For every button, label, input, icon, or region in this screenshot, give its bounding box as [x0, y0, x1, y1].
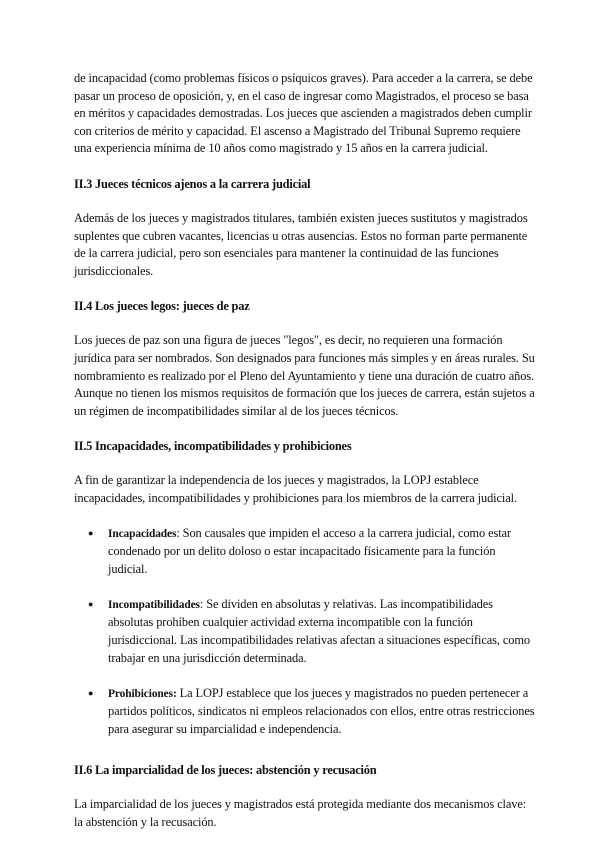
bullet-term: Prohibiciones: — [108, 687, 177, 700]
intro-paragraph: de incapacidad (como problemas físicos o psíquicos graves). Para acceder a la carrera, se debe pasar un proceso de oposición, y, en el caso de ingresar como Magistrados, el proceso se basa en méritos y capacidades demostradas. Los jueces que ascienden a magistrados deben cumplir con criterios de mérito y capacidad. El ascenso a Magistrado del Tribunal Supremo requiere una experiencia mínima de 10 años como magistrado y 15 años en la carrera judicial. — [74, 71, 533, 156]
section-paragraph-ii5: A fin de garantizar la independencia de los jueces y magistrados, la LOPJ establece incapacidades, incompatibilidades y prohibiciones para los miembros de la carrera judicial. — [74, 473, 517, 505]
bullet-separator: : — [199, 596, 204, 611]
bullet-text: La LOPJ establece que los jueces y magistrados no pueden pertenecer a partidos políticos, sindicatos ni empleos relacionados con ellos, entre otras restricciones para asegurar su imparcialidad e independencia. — [108, 685, 535, 736]
bullet-term: Incompatibilidades — [108, 598, 200, 611]
section-paragraph-ii6: La imparcialidad de los jueces y magistrados está protegida mediante dos mecanismos clave: la abstención y la recusación. — [74, 797, 527, 830]
section-heading-ii5: II.5 Incapacidades, incompatibilidades y prohibiciones — [74, 439, 352, 454]
section-heading-ii4: II.4 Los jueces legos: jueces de paz — [74, 299, 250, 314]
bullet-icon: ● — [88, 598, 94, 609]
bullet-icon: ● — [88, 687, 94, 698]
bullet-text: Se dividen en absolutas y relativas. Las incompatibilidades absolutas prohíben cualquier actividad externa incompatible con la función jurisdiccional. Las incompatibilidades relativas afectan a situaciones específicas, como trabajar en una jurisdicción determinada. — [108, 596, 530, 665]
bullet-text: Son causales que impiden el acceso a la carrera judicial, como estar condenado por un delito doloso o estar incapacitado físicamente para la función judicial. — [108, 525, 511, 576]
list-item — [74, 685, 536, 739]
section-heading-ii6: II.6 La imparcialidad de los jueces: abstención y recusación — [74, 763, 377, 778]
bullet-term: Incapacidades — [108, 527, 177, 540]
list-item — [74, 596, 536, 667]
bullet-icon: ● — [88, 527, 94, 538]
section-paragraph-ii4: Los jueces de paz son una figura de jueces "legos", es decir, no requieren una formación jurídica para ser nombrados. Son designados para funciones más simples y en áreas rurales. Su nombramiento es realizado por el Pleno del Ayuntamiento y tiene una duración de cuatro años. Aunque no tienen los mismos requisitos de formación que los jueces de carrera, están sujetos a un régimen de incompatibilidades similar al de los jueces técnicos. — [74, 333, 535, 418]
document-page — [74, 64, 536, 832]
bullet-list — [74, 525, 536, 739]
list-item — [74, 525, 536, 579]
section-paragraph-ii3: Además de los jueces y magistrados titulares, también existen jueces sustitutos y magistrados suplentes que cubren vacantes, licencias u otras ausencias. Estos no forman parte permanente de la carrera judicial, pero son esenciales para mantener la continuidad de las funciones jurisdiccionales. — [74, 210, 528, 278]
bullet-separator: : — [176, 525, 180, 540]
section-heading-ii3: II.3 Jueces técnicos ajenos a la carrera judicial — [74, 176, 311, 191]
